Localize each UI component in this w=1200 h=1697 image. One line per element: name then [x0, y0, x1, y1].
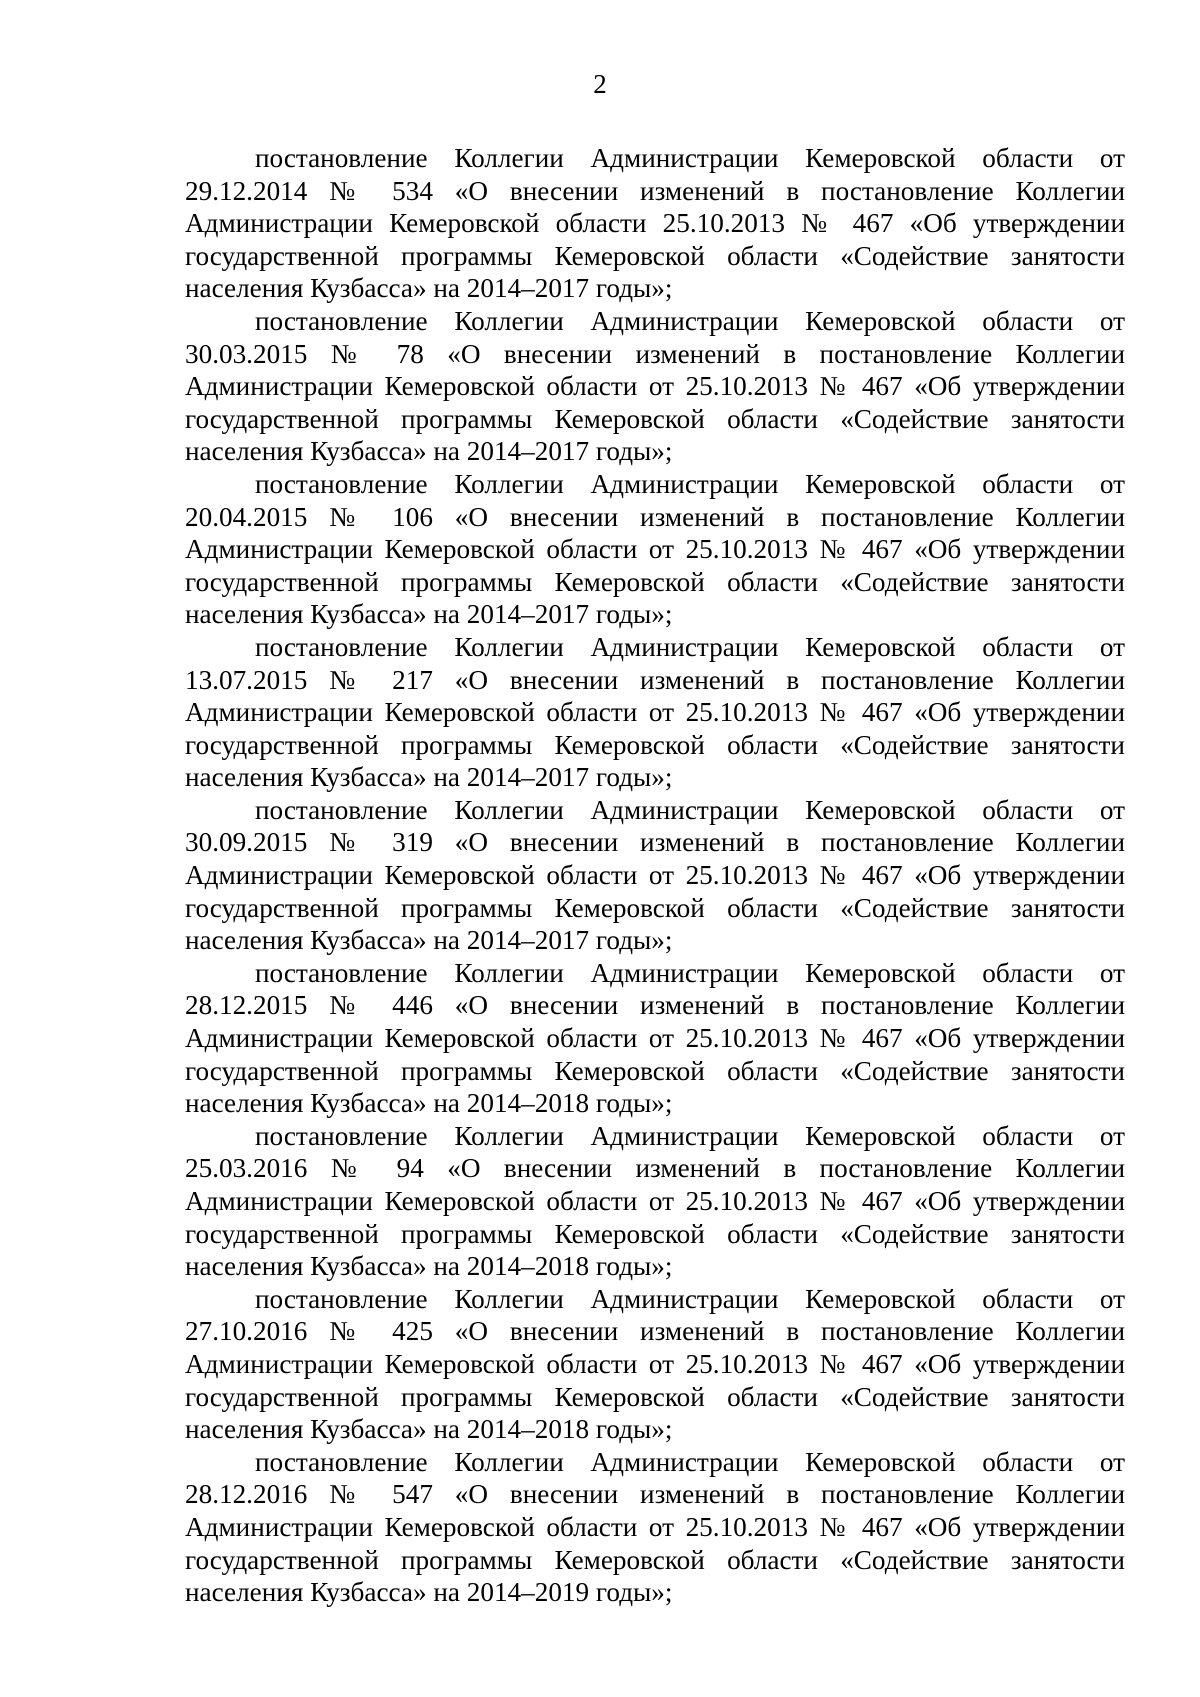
paragraph-line: населения Кузбасса» на 2014–2017 годы»;	[185, 436, 673, 467]
paragraph-line: постановление Коллегии Администрации Кемеровской области от	[255, 1446, 1125, 1477]
paragraph-line: Администрации Кемеровской области от 25.10.2013 № 467 «Об утверждении	[185, 1186, 1125, 1216]
paragraph-line: государственной программы Кемеровской области «Содействие занятости	[185, 1218, 1125, 1249]
paragraph-line: постановление Коллегии Администрации Кемеровской области от	[255, 957, 1125, 988]
paragraph-line: населения Кузбасса» на 2014–2019 годы»;	[185, 1577, 673, 1608]
paragraph-line: Администрации Кемеровской области от 25.10.2013 № 467 «Об утверждении	[185, 371, 1125, 402]
paragraph	[185, 1283, 1125, 1446]
paragraph-line: государственной программы Кемеровской области «Содействие занятости	[185, 1544, 1125, 1575]
document-body	[185, 142, 1125, 1609]
paragraph-line: постановление Коллегии Администрации Кемеровской области от	[255, 305, 1125, 336]
paragraph-line: государственной программы Кемеровской области «Содействие занятости	[185, 1055, 1125, 1086]
paragraph-line: 13.07.2015 № 217 «О внесении изменений в постановление Коллегии	[185, 664, 1125, 695]
paragraph-line: государственной программы Кемеровской области «Содействие занятости	[185, 892, 1125, 923]
paragraph	[185, 957, 1125, 1120]
paragraph-line: населения Кузбасса» на 2014–2017 годы»;	[185, 599, 673, 630]
paragraph-line: государственной программы Кемеровской области «Содействие занятости	[185, 729, 1125, 760]
paragraph-line: 29.12.2014 № 534 «О внесении изменений в постановление Коллегии	[185, 175, 1125, 206]
paragraph-line: 28.12.2016 № 547 «О внесении изменений в постановление Коллегии	[185, 1479, 1125, 1510]
paragraph-line: Администрации Кемеровской области 25.10.2013 № 467 «Об утверждении	[185, 208, 1125, 239]
paragraph-line: Администрации Кемеровской области от 25.10.2013 № 467 «Об утверждении	[185, 1023, 1125, 1054]
paragraph-line: Администрации Кемеровской области от 25.10.2013 № 467 «Об утверждении	[185, 1511, 1125, 1542]
paragraph-line: населения Кузбасса» на 2014–2018 годы»;	[185, 1414, 673, 1445]
paragraph	[185, 631, 1125, 794]
paragraph-line: населения Кузбасса» на 2014–2018 годы»;	[185, 1251, 673, 1282]
paragraph-line: 28.12.2015 № 446 «О внесении изменений в постановление Коллегии	[185, 990, 1125, 1021]
paragraph-line: населения Кузбасса» на 2014–2017 годы»;	[185, 925, 673, 956]
paragraph-line: Администрации Кемеровской области от 25.10.2013 № 467 «Об утверждении	[185, 697, 1125, 728]
paragraph-line: населения Кузбасса» на 2014–2017 годы»;	[185, 273, 673, 304]
paragraph-line: населения Кузбасса» на 2014–2018 годы»;	[185, 1088, 673, 1119]
paragraph-line: 25.03.2016 № 94 «О внесении изменений в постановление Коллегии	[185, 1153, 1125, 1184]
paragraph	[185, 142, 1125, 305]
paragraph-line: государственной программы Кемеровской области «Содействие занятости	[185, 240, 1125, 271]
paragraph-line: постановление Коллегии Администрации Кемеровской области от	[255, 1120, 1125, 1151]
paragraph-line: государственной программы Кемеровской области «Содействие занятости	[185, 403, 1125, 434]
paragraph-line: Администрации Кемеровской области от 25.10.2013 № 467 «Об утверждении	[185, 534, 1125, 565]
paragraph	[185, 305, 1125, 468]
paragraph-line: 30.09.2015 № 319 «О внесении изменений в постановление Коллегии	[185, 827, 1125, 858]
paragraph-line: населения Кузбасса» на 2014–2017 годы»;	[185, 762, 673, 793]
paragraph	[185, 468, 1125, 631]
paragraph-line: постановление Коллегии Администрации Кемеровской области от	[255, 794, 1125, 825]
paragraph-line: государственной программы Кемеровской области «Содействие занятости	[185, 566, 1125, 597]
paragraph	[185, 1446, 1125, 1609]
paragraph-line: постановление Коллегии Администрации Кемеровской области от	[255, 468, 1125, 499]
paragraph	[185, 794, 1125, 957]
paragraph-line: Администрации Кемеровской области от 25.10.2013 № 467 «Об утверждении	[185, 1348, 1125, 1379]
paragraph	[185, 1120, 1125, 1283]
page-number: 2	[593, 69, 607, 99]
paragraph-line: Администрации Кемеровской области от 25.10.2013 № 467 «Об утверждении	[185, 860, 1125, 891]
paragraph-line: 27.10.2016 № 425 «О внесении изменений в постановление Коллегии	[185, 1316, 1125, 1347]
paragraph-line: постановление Коллегии Администрации Кемеровской области от	[255, 631, 1125, 662]
paragraph-line: 20.04.2015 № 106 «О внесении изменений в постановление Коллегии	[185, 501, 1125, 532]
paragraph-line: постановление Коллегии Администрации Кемеровской области от	[255, 1283, 1125, 1314]
paragraph-line: государственной программы Кемеровской области «Содействие занятости	[185, 1381, 1125, 1412]
paragraph-line: постановление Коллегии Администрации Кемеровской области от	[255, 143, 1125, 173]
paragraph-line: 30.03.2015 № 78 «О внесении изменений в постановление Коллегии	[185, 338, 1125, 369]
